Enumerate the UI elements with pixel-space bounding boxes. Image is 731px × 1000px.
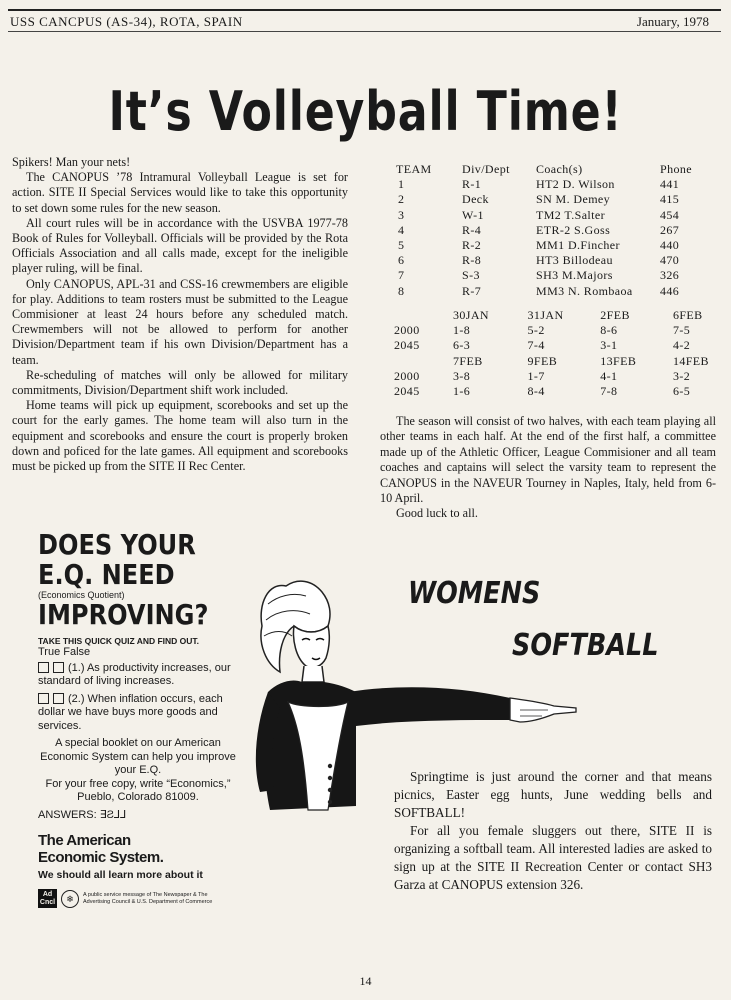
table-cell: R-8 — [462, 253, 482, 268]
question-text: (1.) As productivity increases, our standard of living increases. — [38, 661, 231, 687]
table-cell: 6 — [398, 253, 405, 268]
schedule-row — [394, 338, 731, 353]
booklet-text: A special booklet on our American Economic System can help you improve your E.Q. — [40, 737, 236, 776]
quiz-title: TAKE THIS QUICK QUIZ AND FIND OUT. — [38, 636, 200, 646]
schedule-row — [394, 323, 731, 338]
question-text: (2.) When inflation occurs, each dollar we have buys more goods and services. — [38, 692, 223, 732]
schedule-cell: 8-4 — [527, 384, 545, 399]
schedule-cell: 2045 — [394, 384, 420, 399]
table-cell: 440 — [660, 238, 680, 253]
true-checkbox — [38, 662, 49, 673]
table-cell: 2 — [398, 192, 405, 207]
article-title: It’s Volleyball Time! — [108, 80, 623, 143]
table-cell: 470 — [660, 253, 680, 268]
table-row — [396, 253, 692, 268]
quiz-question-2 — [38, 693, 238, 734]
schedule-cell: 3-8 — [453, 368, 471, 383]
schedule-cell: 6FEB — [672, 308, 703, 323]
schedule-table — [394, 308, 731, 399]
schedule-cell: 1-8 — [453, 323, 471, 338]
adcouncil-logo: Ad Cncl — [39, 891, 56, 906]
article-paragraph: Home teams will pick up equipment, scorebooks and set up the court for the early games. The home team will also turn in the equipment and scorebooks and ensure the court is properly broken down and poficed for the late games. All equipment and scorebooks must be picked up from the SITE II Rec Center. — [12, 398, 348, 474]
schedule-cell: 7-5 — [672, 323, 691, 338]
ad-footer — [38, 889, 238, 908]
teams-table — [396, 162, 692, 299]
season-paragraph: The season will consist of two halves, with each team playing all other teams in each half. At the end of the first half, a committee made up of the Athletic Officer, League Commisioner and all team coaches and captains will select the varsity team to represent the CANOPUS in the NAVEUR Tourney in Naples, Italy, held from 6-10 April. — [380, 414, 716, 506]
table-cell: 441 — [660, 177, 680, 192]
table-cell: R-4 — [462, 222, 482, 237]
ad-headline: E.Q. NEED — [38, 558, 175, 591]
table-cell: ETR-2 S.Goss — [536, 222, 611, 237]
ad-slogan: We should all learn more about it — [38, 869, 203, 881]
true-false-label: True False — [38, 646, 91, 658]
table-cell: 7 — [398, 268, 405, 283]
volleyball-article — [12, 155, 348, 474]
eq-advertisement — [38, 530, 238, 908]
header-rule-bottom — [8, 31, 721, 32]
schedule-cell: 6-3 — [453, 338, 471, 353]
schedule-row — [394, 384, 731, 399]
table-row — [396, 268, 692, 283]
ad-subhead: (Economics Quotient) — [38, 590, 125, 600]
header-rule — [8, 9, 721, 11]
table-row — [396, 238, 692, 253]
copy-address: For your free copy, write “Economics,” Pueblo, Colorado 81009. — [45, 777, 231, 803]
column-header: Coach(s) — [536, 162, 583, 177]
article-paragraph: All court rules will be in accordance with the USVBA 1977-78 Book of Rules for Volleyball. Officials will be provided by the Rota Officials Association and all calls made, except for the ineligible player ruling, will be final. — [12, 215, 348, 276]
table-cell: 5 — [398, 238, 405, 253]
column-header: TEAM — [396, 162, 432, 177]
schedule-row — [394, 308, 731, 323]
issue-date: January, 1978 — [636, 14, 709, 29]
table-cell: 446 — [660, 283, 680, 298]
table-row — [396, 208, 692, 223]
table-cell: R-2 — [462, 238, 482, 253]
schedule-cell: 2000 — [394, 323, 420, 338]
table-cell: 454 — [660, 207, 680, 222]
page-number: 14 — [359, 974, 372, 988]
article-paragraph: Only CANOPUS, APL-31 and CSS-16 crewmembers are eligible for play. Additions to team rosters must be submitted to the League Commisioner at least 24 hours before any scheduled match. Crewmembers will not be allowed to perform for another Division/Department team if his own Division/Department has a team. — [12, 276, 348, 367]
table-cell: 1 — [398, 177, 405, 192]
schedule-cell: 6-5 — [672, 384, 691, 399]
table-cell: 267 — [660, 222, 680, 237]
table-cell: 326 — [660, 268, 680, 283]
publication-header: USS CANCPUS (AS-34), ROTA, SPAIN — [10, 14, 243, 29]
schedule-cell: 1-6 — [453, 384, 471, 399]
table-cell: 8 — [398, 283, 405, 298]
table-cell: 3 — [398, 207, 405, 222]
schedule-cell: 14FEB — [672, 353, 709, 368]
schedule-cell — [394, 354, 453, 369]
true-checkbox — [38, 693, 49, 704]
season-paragraph: Good luck to all. — [396, 506, 478, 521]
schedule-cell — [394, 308, 453, 323]
schedule-cell: 3-1 — [600, 338, 618, 353]
schedule-cell: 31JAN — [527, 308, 564, 323]
column-header: Phone — [660, 162, 692, 177]
softball-paragraph: Springtime is just around the corner and that means picnics, Easter egg hunts, June wedding bells and SOFTBALL! — [394, 769, 712, 820]
schedule-cell: 30JAN — [453, 308, 490, 323]
softball-paragraph: For all you female sluggers out there, SITE II is organizing a softball team. All interested ladies are asked to sign up at the SITE II Recreation Center or contact SH3 Garza at CANOPUS extension 326. — [394, 823, 712, 892]
table-cell: R-1 — [462, 177, 482, 192]
commerce-seal-icon: ❄ — [61, 890, 79, 908]
schedule-cell: 13FEB — [600, 353, 637, 368]
schedule-cell: 4-1 — [600, 368, 618, 383]
article-paragraph: Re-scheduling of matches will only be allowed for military commitments, Division/Department shift work included. — [12, 367, 348, 398]
schedule-cell: 7FEB — [453, 353, 483, 368]
table-row — [396, 223, 692, 238]
brand-name — [38, 832, 238, 866]
table-row — [396, 284, 692, 299]
false-checkbox — [53, 693, 64, 704]
brand-line: Economic System. — [38, 849, 164, 866]
schedule-cell: 2FEB — [600, 308, 630, 323]
schedule-cell: 8-6 — [600, 323, 618, 338]
article-paragraph: Spikers! Man your nets! — [12, 155, 131, 169]
table-cell: Deck — [462, 192, 489, 207]
table-cell: R-7 — [462, 283, 482, 298]
column-header: Div/Dept — [462, 162, 510, 177]
schedule-cell: 3-2 — [672, 368, 691, 383]
schedule-cell: 2000 — [394, 368, 420, 383]
schedule-row — [394, 354, 731, 369]
table-cell: TM2 T.Salter — [536, 207, 606, 222]
table-cell: HT3 Billodeau — [536, 253, 613, 268]
article-paragraph: The CANOPUS ’78 Intramural Volleyball League is set for action. SITE II Special Services would like to take this opportunity to set down some rules for the new season. — [12, 170, 348, 215]
false-checkbox — [53, 662, 64, 673]
brand-line: The American — [38, 832, 131, 849]
season-info — [380, 414, 716, 522]
table-cell: MM1 D.Fincher — [536, 238, 620, 253]
schedule-row — [394, 369, 731, 384]
schedule-cell: 7-4 — [527, 338, 545, 353]
table-row — [396, 192, 692, 207]
ad-headline: IMPROVING? — [38, 598, 209, 631]
quiz-question-1 — [38, 662, 238, 689]
schedule-cell: 4-2 — [672, 338, 691, 353]
quiz-answers: ANSWERS: ∃Ƨ⅃⅃ — [38, 808, 127, 821]
table-cell: SN M. Demey — [536, 192, 611, 207]
ad-headline: DOES YOUR — [38, 528, 196, 561]
table-cell: W-1 — [462, 207, 484, 222]
table-cell: 415 — [660, 192, 680, 207]
schedule-cell: 9FEB — [527, 353, 558, 368]
table-row — [396, 177, 692, 192]
psa-footer: A public service message of The Newspaper & The Advertising Council & U.S. Department of Commerce — [83, 892, 213, 905]
schedule-cell: 1-7 — [527, 368, 545, 383]
table-cell: 4 — [398, 222, 405, 237]
schedule-cell: 7-8 — [600, 384, 618, 399]
schedule-cell: 2045 — [394, 338, 420, 353]
softball-article — [394, 768, 712, 894]
table-cell: S-3 — [462, 268, 480, 283]
table-cell: MM3 N. Rombaoa — [536, 283, 633, 298]
table-header-row — [396, 162, 692, 177]
table-cell: HT2 D. Wilson — [536, 177, 615, 192]
softball-heading-2: SOFTBALL — [512, 628, 659, 663]
schedule-cell: 5-2 — [527, 323, 545, 338]
table-cell: SH3 M.Majors — [536, 268, 613, 283]
softball-heading-1: WOMENS — [408, 576, 541, 611]
